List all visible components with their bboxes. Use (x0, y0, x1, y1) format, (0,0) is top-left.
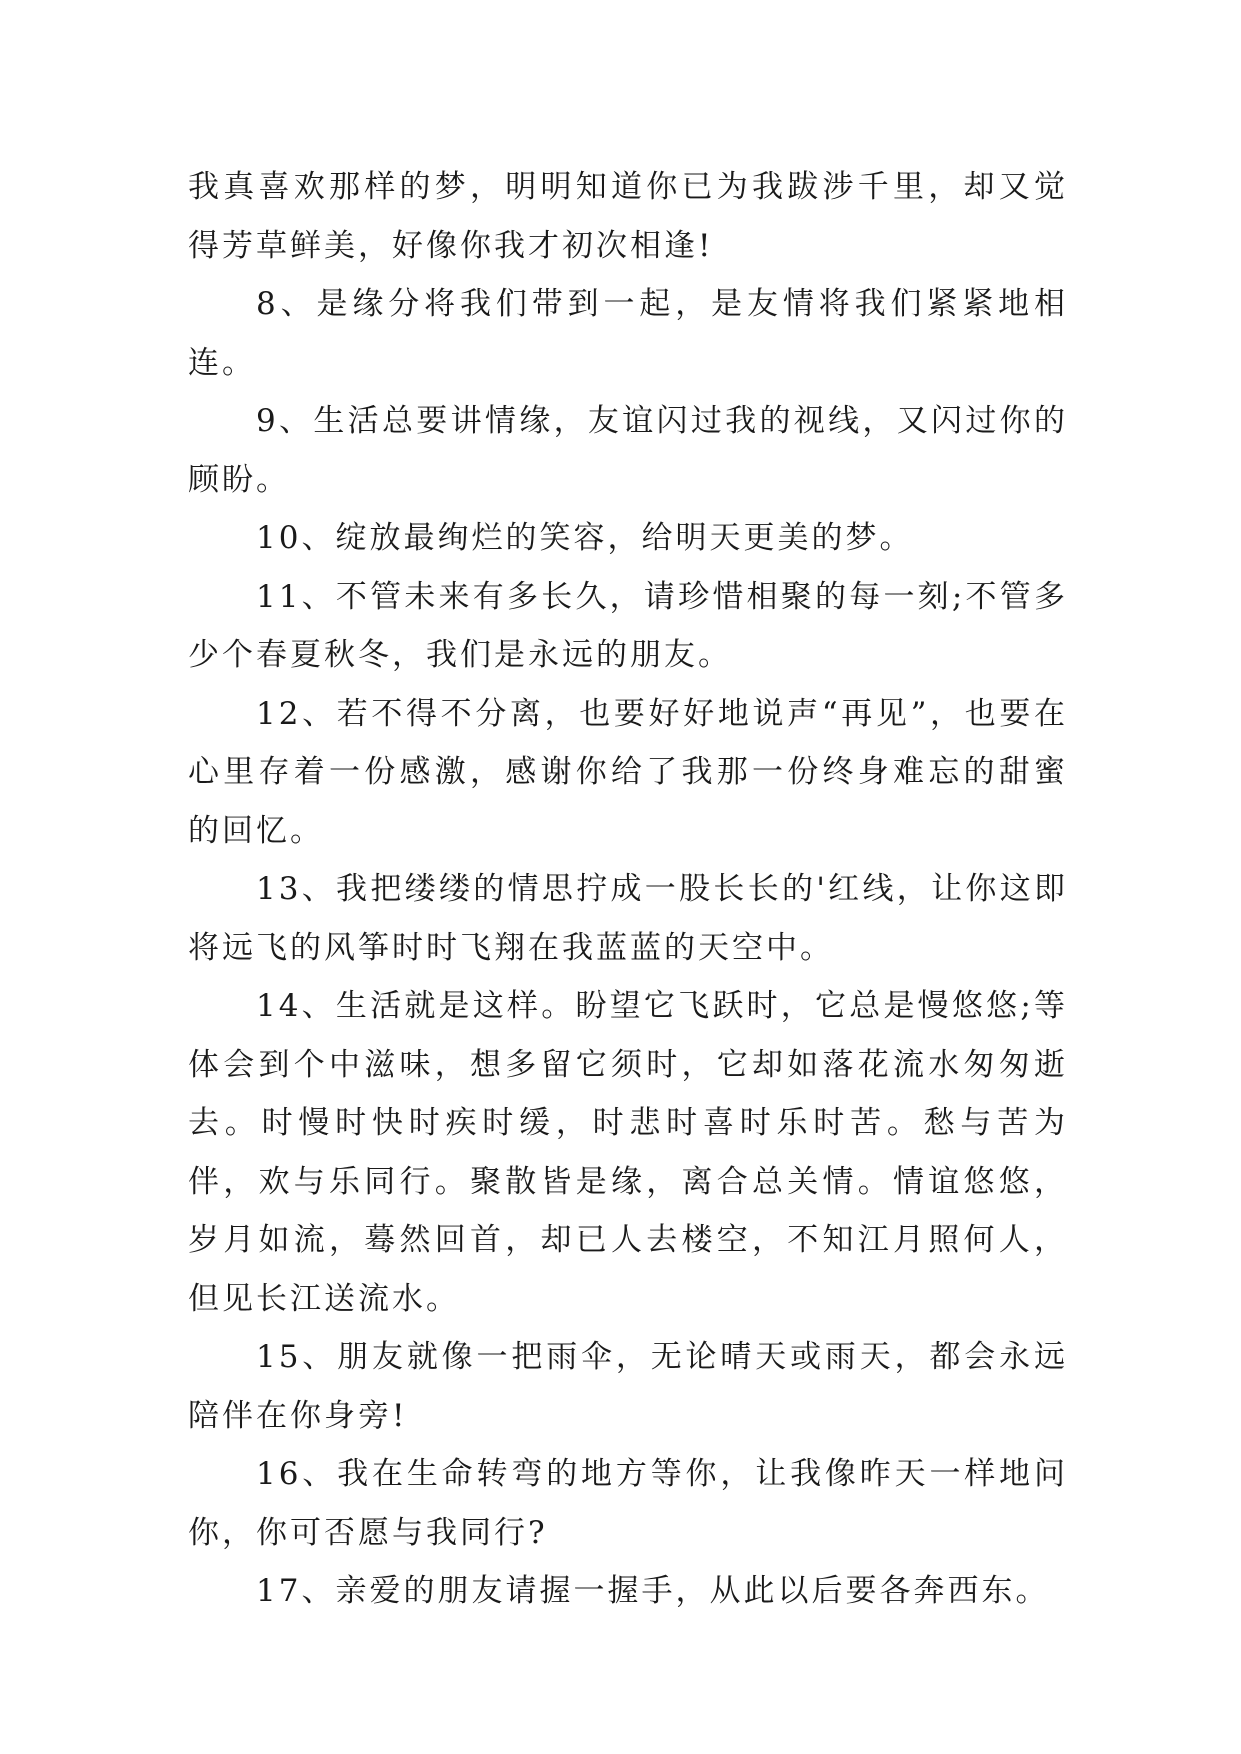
paragraph: 17、亲爱的朋友请握一握手，从此以后要各奔西东。 (256, 1573, 1050, 1609)
document-body (188, 158, 1068, 1621)
paragraph: 我真喜欢那样的梦，明明知道你已为我跋涉千里，却又觉得芳草鲜美，好像你我才初次相逢! (188, 169, 1068, 264)
paragraph: 16、我在生命转弯的地方等你，让我像昨天一样地问你，你可否愿与我同行? (188, 1456, 1068, 1551)
paragraph: 13、我把缕缕的情思拧成一股长长的'红线，让你这即将远飞的风筝时时飞翔在我蓝蓝的天空中。 (188, 871, 1068, 966)
paragraph: 15、朋友就像一把雨伞，无论晴天或雨天，都会永远陪伴在你身旁! (188, 1339, 1068, 1434)
paragraph: 8、是缘分将我们带到一起，是友情将我们紧紧地相连。 (188, 286, 1068, 381)
paragraph: 11、不管未来有多长久，请珍惜相聚的每一刻;不管多少个春夏秋冬，我们是永远的朋友。 (188, 578, 1068, 673)
paragraph: 10、绽放最绚烂的笑容，给明天更美的梦。 (256, 520, 914, 556)
paragraph: 14、生活就是这样。盼望它飞跃时，它总是慢悠悠;等体会到个中滋味，想多留它须时，它却如落花流水匆匆逝去。时慢时快时疾时缓，时悲时喜时乐时苦。愁与苦为伴，欢与乐同行。聚散皆是缘，离合总关情。情谊悠悠，岁月如流，蓦然回首，却已人去楼空，不知江月照何人，但见长江送流水。 (188, 988, 1068, 1317)
paragraph: 12、若不得不分离，也要好好地说声“再见”，也要在心里存着一份感激，感谢你给了我那一份终身难忘的甜蜜的回忆。 (188, 695, 1068, 849)
paragraph: 9、生活总要讲情缘，友谊闪过我的视线，又闪过你的顾盼。 (188, 403, 1068, 498)
